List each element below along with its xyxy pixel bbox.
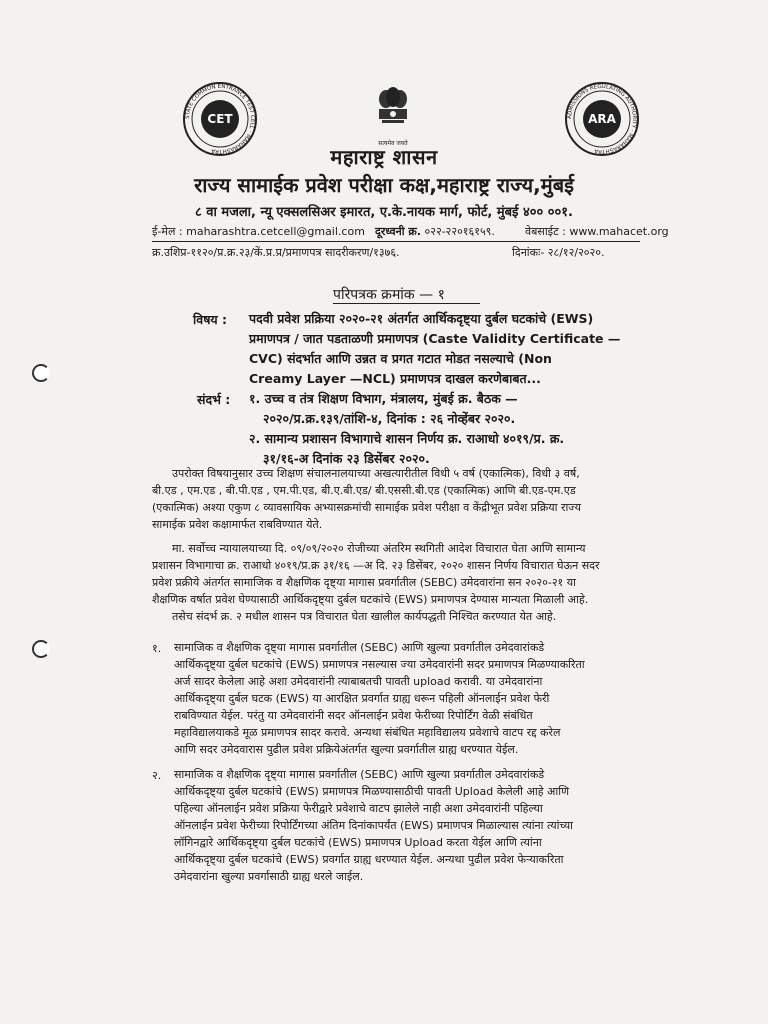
subject-line: पदवी प्रवेश प्रक्रिया २०२०-२१ अंतर्गत आर्थिकदृष्ट्या दुर्बल घटकांचे (EWS) <box>249 311 594 326</box>
punch-hole <box>32 364 50 382</box>
paragraph-line: तसेच संदर्भ क्र. २ मधील शासन पत्र विचारात घेता खालील कार्यपद्धती निश्चित करण्यात येत आहे. <box>172 610 557 623</box>
paragraph-line: प्रशासन विभागाचा क्र. राआधो ४०१९/प्र.क्र ३१/१६ —अ दि. २३ डिसेंबर, २०२० शासन निर्णय विचारात घेऊन सदर <box>152 559 600 572</box>
paragraph-line: बी.एड , एम.एड , बी.पी.एड , एम.पी.एड, बी.ए.बी.एड/ बी.एससी.बी.एड (एकात्मिक) आणि बी.एड-एम.एड <box>152 484 576 497</box>
subject-label: विषय : <box>193 312 228 327</box>
paragraph-court-order <box>152 540 662 625</box>
references-label: संदर्भ : <box>197 392 231 407</box>
website-label: वेबसाईट : <box>525 225 566 238</box>
office-title: राज्य सामाईक प्रवेश परीक्षा कक्ष,महाराष्ट्र राज्य,मुंबई <box>194 173 574 197</box>
logo-ring-text: ADMISSIONS REGULATING AUTHORITY · MAHARASHTRA <box>567 84 637 154</box>
item-line: आर्थिकदृष्ट्या दुर्बल घटकांचे (EWS) प्रवर्गात ग्राह्य धरण्यात येईल. अन्यथा पुढील प्रवेश फेऱ्याकरिता <box>174 853 564 866</box>
phone-value: ०२२-२२०१६१५९. <box>424 225 495 238</box>
cet-logo-text: CET <box>201 100 239 138</box>
punch-hole <box>32 640 50 658</box>
item-line: पहिल्या ऑनलाईन प्रवेश प्रक्रिया फेरीद्वारे प्रवेशाचे वाटप झालेले नाही अशा उमेदवारांनी पहिल्या <box>174 802 543 815</box>
item-line: आर्थिकदृष्ट्या दुर्बल घटक (EWS) या आरक्षित प्रवर्गात ग्राह्य धरून पहिली ऑनलाईन प्रवेश फेरी <box>174 692 550 705</box>
item-line: आर्थिकदृष्ट्या दुर्बल घटकांचे (EWS) प्रमाणपत्र नसल्यास ज्या उमेदवारांनी सदर प्रमाणपत्र मिळण्याकरिता <box>174 658 585 671</box>
website-value: www.mahacet.org <box>569 225 669 238</box>
item-line: आणि सदर उमेदवारास पुढील प्रवेश प्रक्रियेअंतर्गत खुल्या प्रवर्गातील ग्राह्य धरण्यात येईल. <box>174 743 519 756</box>
reference-number: क्र.उशिप्र-११२०/प्र.क्र.२३/कें.प्र.प्र/प्रमाणपत्र सादरीकरण/१३७६. <box>152 246 400 259</box>
subject-text <box>249 309 669 389</box>
references-text <box>249 389 669 469</box>
item-number: २. <box>152 769 162 782</box>
item-line: महाविद्यालयाकडे मूळ प्रमाणपत्र सादर करावे. अन्यथा संबंधित महाविद्यालय प्रवेशाचे वाटप रद्द करेल <box>174 726 561 739</box>
website-block <box>525 224 669 239</box>
emblem-caption: सत्यमेव जयते <box>378 140 408 147</box>
subject-line: CVC) संदर्भात आणि उन्नत व प्रगत गटात मोडत नसल्याचे (Non <box>249 351 552 366</box>
item-text <box>174 766 664 885</box>
item-line: आर्थिकदृष्ट्या दुर्बल घटकांचे (EWS) प्रमाणपत्र मिळण्यासाठीची पावती Upload केलेली आहे आणि <box>174 785 570 798</box>
item-line: राबविण्यात येईल. परंतु या उमेदवारांनी सदर ऑनलाईन प्रवेश फेरीच्या रिपोर्टिंग वेळी संबंधित <box>174 709 533 722</box>
email-block <box>152 224 365 239</box>
logo-ring-text: STATE COMMON ENTRANCE TEST CELL · MAHARASHTRA <box>185 84 255 154</box>
item-number: १. <box>152 642 162 655</box>
item-line: ऑनलाईन प्रवेश फेरीच्या रिपोर्टिंगच्या अंतिम दिनांकापर्यंत (EWS) प्रमाणपत्र मिळाल्यास त्यांना त्यांच्या <box>174 819 574 832</box>
paragraph-line: प्रवेश प्रक्रीये अंतर्गत सामाजिक व शैक्षणिक दृष्ट्या मागास प्रवर्गातील (SEBC) उमेदवारांना सन २०२०-२१ या <box>152 576 577 589</box>
reference-line: २. सामान्य प्रशासन विभागाचे शासन निर्णय क्र. राआधो ४०१९/प्र. क्र. <box>249 431 565 446</box>
paragraph-line: सामाईक प्रवेश कक्षामार्फत राबविण्यात येते. <box>152 518 323 531</box>
paragraph-intro <box>152 465 662 533</box>
reference-date: दिनांकः- २८/१२/२०२०. <box>512 246 605 259</box>
subject-line: Creamy Layer —NCL) प्रमाणपत्र दाखल करणेबाबत... <box>249 371 541 386</box>
item-line: अर्ज सादर केलेला आहे अशा उमेदवारांनी त्याबाबतची पावती upload करावी. या उमेदवारांना <box>174 675 543 688</box>
phone-label: दूरध्वनी क्र. <box>375 225 422 238</box>
reference-line: २०२०/प्र.क्र.१३९/तांशि-४, दिनांक : २६ नोव्हेंबर २०२०. <box>263 411 516 426</box>
email-label: ई-मेल : <box>152 225 183 238</box>
paragraph-line: मा. सर्वोच्च न्यायालयाच्या दि. ०९/०९/२०२० रोजीच्या अंतरिम स्थगिती आदेश विचारात घेता आणि सामान्य <box>172 542 586 555</box>
subject-line: प्रमाणपत्र / जात पडताळणी प्रमाणपत्र (Caste Validity Certificate — <box>249 331 621 346</box>
national-emblem-icon <box>373 85 413 141</box>
office-address: ८ वा मजला, न्यू एक्सलसिअर इमारत, ए.के.नायक मार्ग, फोर्ट, मुंबई ४०० ००१. <box>195 205 573 220</box>
ara-logo-text: ARA <box>583 100 621 138</box>
reference-line: ३१/१६-अ दिनांक २३ डिसेंबर २०२०. <box>263 451 430 466</box>
item-line: सामाजिक व शैक्षणिक दृष्ट्या मागास प्रवर्गातील (SEBC) आणि खुल्या प्रवर्गातील उमेदवारांकडे <box>174 768 545 781</box>
paragraph-line: (एकात्मिक) अश्या एकुण ८ व्यावसायिक अभ्यासक्रमांची सामाईक प्रवेश परीक्षा व केंद्रीभूत प्रवेश प्रक्रिया राज्य <box>152 501 581 514</box>
phone-block <box>375 224 495 239</box>
item-line: लॉगिनद्वारे आर्थिकदृष्ट्या दुर्बल घटकांचे (EWS) प्रमाणपत्र Upload करता येईल आणि त्यांना <box>174 836 542 849</box>
paragraph-line: शैक्षणिक वर्षात प्रवेश घेण्यासाठी आर्थिकदृष्ट्या दुर्बल घटकांचे (EWS) प्रमाणपत्र देण्यास मान्यता मिळाली आहे. <box>152 593 589 606</box>
email-value: maharashtra.cetcell@gmail.com <box>186 225 365 238</box>
item-line: सामाजिक व शैक्षणिक दृष्ट्या मागास प्रवर्गातील (SEBC) आणि खुल्या प्रवर्गातील उमेदवारांकडे <box>174 641 545 654</box>
item-text <box>174 639 664 758</box>
reference-line: १. उच्च व तंत्र शिक्षण विभाग, मंत्रालय, मुंबई क्र. बैठक — <box>249 391 518 406</box>
header-divider <box>152 241 640 242</box>
circular-title: परिपत्रक क्रमांक — १ <box>333 287 445 303</box>
item-line: उमेदवारांना खुल्या प्रवर्गासाठी ग्राह्य धरले जाईल. <box>174 870 364 883</box>
government-title: महाराष्ट्र शासन <box>330 145 438 169</box>
paragraph-line: उपरोक्त विषयानुसार उच्च शिक्षण संचालनालयाच्या अखत्यारीतील विधी ५ वर्ष (एकात्मिक), विधी ३ वर्ष, <box>172 467 580 480</box>
circular-title-underline <box>333 303 480 304</box>
